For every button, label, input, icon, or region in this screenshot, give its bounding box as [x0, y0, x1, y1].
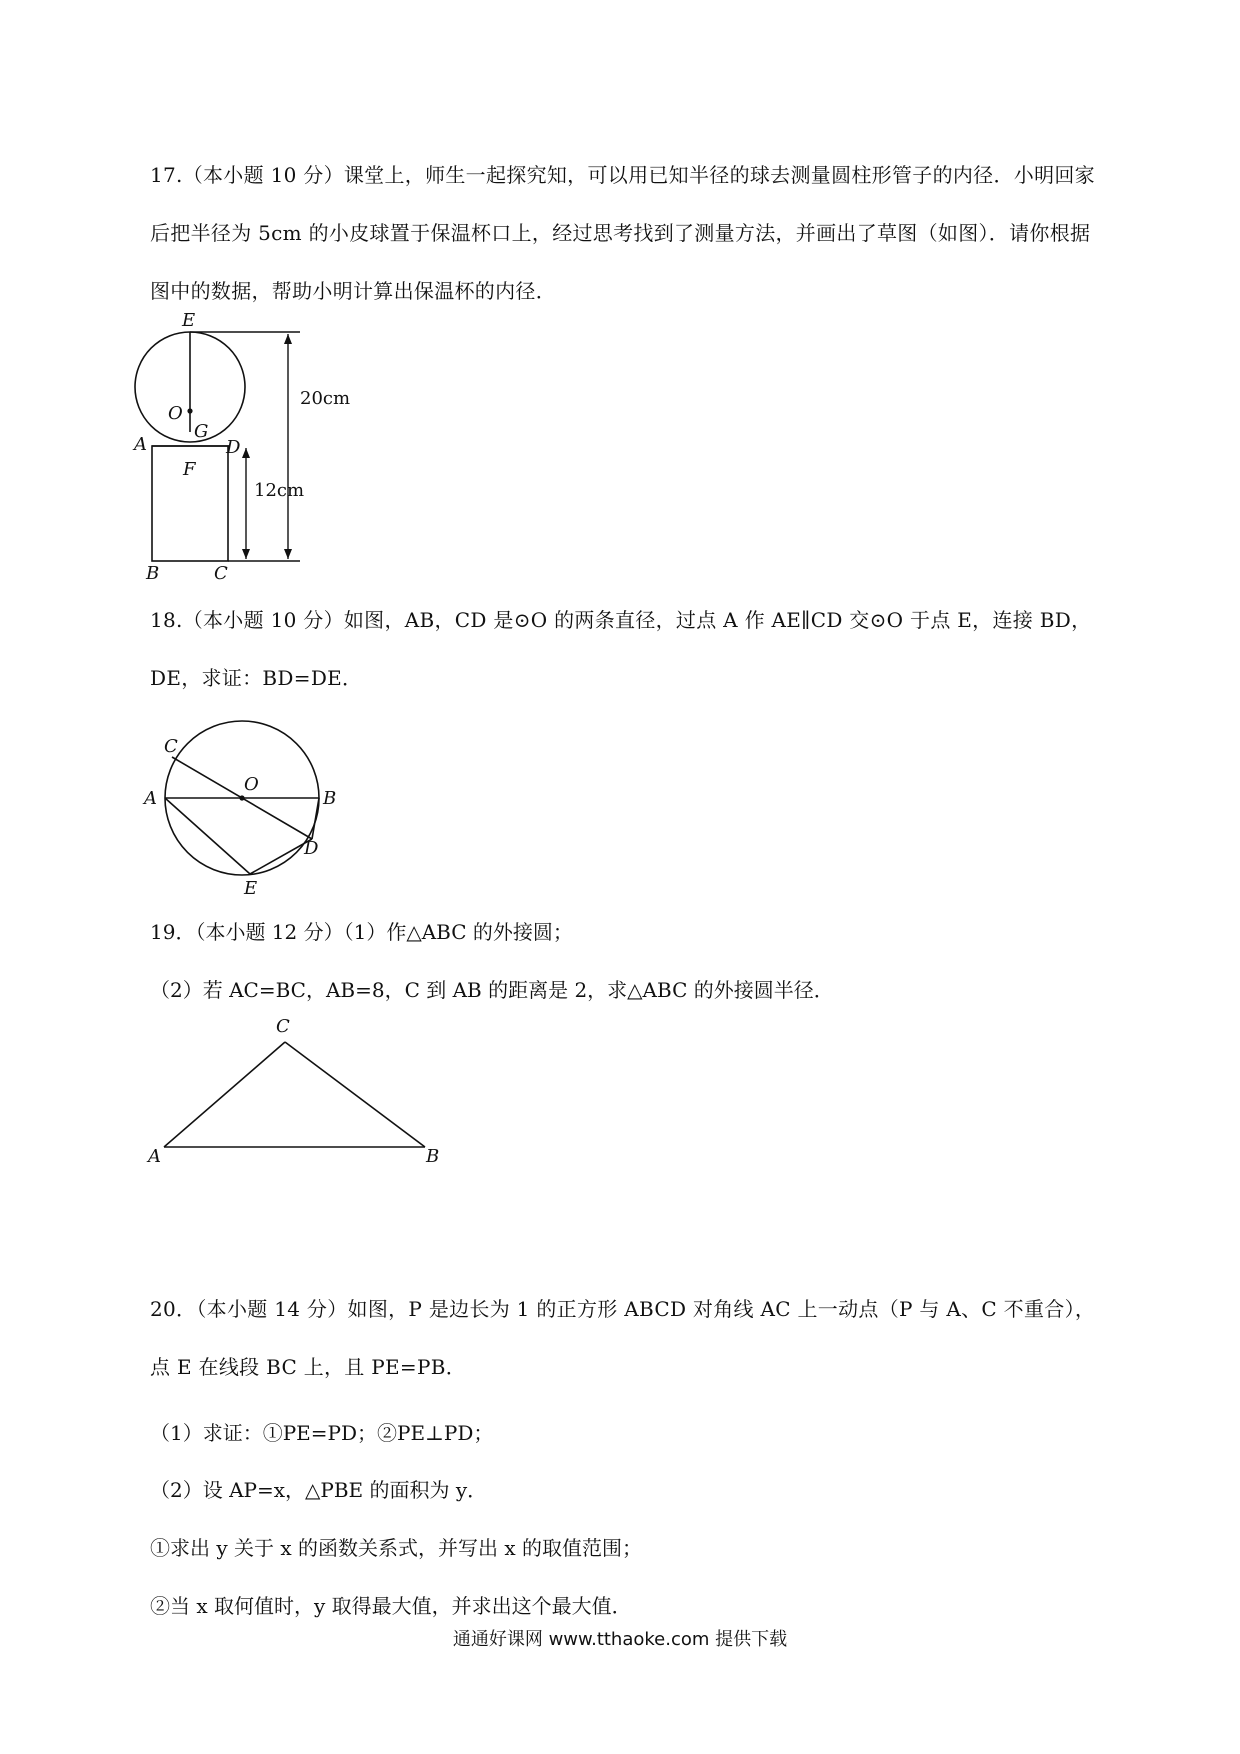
page-footer: 通通好课网 www.tthaoke.com 提供下载 [452, 1629, 788, 1650]
question-19-figure [140, 1010, 460, 1180]
question-20-part-2b: ②当 x 取何值时，y 取得最大值，并求出这个最大值． [150, 1594, 632, 1618]
label-a: A [134, 434, 147, 455]
question-17-figure [130, 310, 370, 584]
label-a: A [148, 1146, 161, 1167]
label-o: O [244, 774, 259, 795]
label-d: D [226, 437, 241, 458]
label-e: E [182, 310, 196, 331]
label-o: O [168, 403, 183, 424]
question-17-text: 17.（本小题 10 分）课堂上，师生一起探究知，可以用已知半径的球去测量圆柱形管子的内径．小明回家后把半径为 5cm 的小皮球置于保温杯口上，经过思考找到了测量方法，并画出了草图（如图）．请你根据图中的数据，帮助小明计算出保温杯的内径． [150, 163, 1095, 303]
label-g: G [194, 421, 209, 442]
label-f: F [183, 459, 196, 480]
question-20-part-1: （1）求证：①PE=PD；②PE⊥PD； [150, 1421, 494, 1445]
question-20-text: 20．（本小题 14 分）如图，P 是边长为 1 的正方形 ABCD 对角线 AC 上一动点（P 与 A、C 不重合），点 E 在线段 BC 上，且 PE=PB． [150, 1297, 1096, 1379]
label-e: E [244, 878, 258, 899]
label-a: A [144, 788, 157, 809]
question-19-line-1: 19．（本小题 12 分）（1）作△ABC 的外接圆； [150, 920, 573, 944]
dimension-total: 20cm [300, 388, 351, 409]
label-b: B [426, 1146, 440, 1167]
question-20-part-2: （2）设 AP=x，△PBE 的面积为 y． [150, 1478, 488, 1502]
label-c: C [164, 736, 178, 757]
label-c: C [276, 1016, 290, 1037]
question-19-line-2: （2）若 AC=BC，AB=8，C 到 AB 的距离是 2，求△ABC 的外接圆半径． [150, 978, 834, 1002]
label-d: D [304, 838, 319, 859]
label-c: C [214, 563, 228, 584]
question-20-part-2a: ①求出 y 关于 x 的函数关系式，并写出 x 的取值范围； [150, 1536, 643, 1560]
label-b: B [323, 788, 337, 809]
question-18-text: 18.（本小题 10 分）如图，AB，CD 是⊙O 的两条直径，过点 A 作 AE∥CD 交⊙O 于点 E，连接 BD，DE，求证：BD=DE． [150, 608, 1092, 690]
label-b: B [146, 563, 160, 584]
dimension-cup: 12cm [254, 480, 305, 501]
question-18-figure [140, 712, 360, 897]
